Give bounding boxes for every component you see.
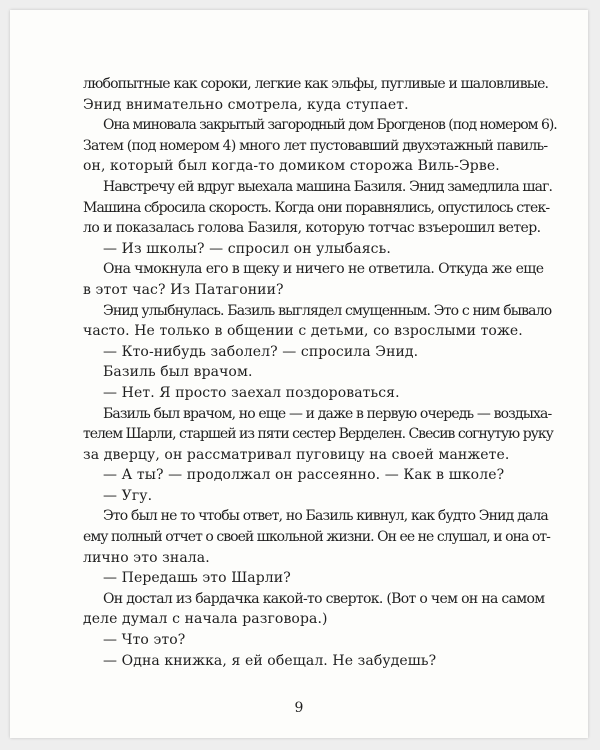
text-line: — Из школы? — спросил он улыбаясь. xyxy=(103,240,391,257)
text-line: Базиль был врачом. xyxy=(103,364,253,381)
text-line: — Кто-нибудь заболел? — спросила Энид. xyxy=(103,343,419,360)
text-line: — Одна книжка, я ей обещал. Не забудешь? xyxy=(103,652,437,669)
text-line: лично это знала. xyxy=(83,549,210,566)
book-page xyxy=(10,10,588,738)
text-line: — Передашь это Шарли? xyxy=(103,570,291,587)
text-line: Это был не то чтобы ответ, но Базиль кивнул, как будто Энид дала xyxy=(103,508,548,525)
text-line: Она чмокнула его в щеку и ничего не ответила. Откуда же еще xyxy=(103,261,544,278)
text-line: телем Шарли, старшей из пяти сестер Верделен. Свесив согнутую руку xyxy=(83,426,553,443)
text-line: ему полный отчет о своей школьной жизни. Он ее не слушал, и она от- xyxy=(83,529,550,546)
text-line: Энид внимательно смотрела, куда ступает. xyxy=(83,96,409,113)
text-line: ло и показалась голова Базиля, которую тотчас взъерошил ветер. xyxy=(83,220,541,237)
text-line: любопытные как сороки, легкие как эльфы, пугливые и шаловливые. xyxy=(83,76,549,92)
text-line: Машина сбросила скорость. Когда они поравнялись, опустилось стек- xyxy=(83,199,550,216)
text-line: — Что это? xyxy=(103,632,186,649)
text-line: Навстречу ей вдруг выехала машина Базиля. Энид замедлила шаг. xyxy=(103,178,553,195)
text-line: Затем (под номером 4) много лет пустовавший двухэтажный павиль- xyxy=(83,137,548,154)
text-line: он, который был когда-то домиком сторожа Виль-Эрве. xyxy=(83,158,500,175)
text-line: — Угу. xyxy=(103,487,153,504)
text-line: деле думал с начала разговора.) xyxy=(83,611,328,628)
body-text xyxy=(83,74,557,671)
text-line: Энид улыбнулась. Базиль выглядел смущенным. Это с ним бывало xyxy=(103,302,552,319)
text-line: в этот час? Из Патагонии? xyxy=(83,281,284,298)
text-line: часто. Не только в общении с детьми, со взрослыми тоже. xyxy=(83,323,523,340)
text-line: — А ты? — продолжал он рассеянно. — Как в школе? xyxy=(103,467,505,484)
text-line: за дверцу, он рассматривал пуговицу на своей манжете. xyxy=(83,446,510,463)
text-line: Базиль был врачом, но еще — и даже в первую очередь — воздыха- xyxy=(103,405,552,422)
text-line: Он достал из бардачка какой-то сверток. (Вот о чем он на самом xyxy=(103,590,545,607)
text-line: Она миновала закрытый загородный дом Брогденов (под номером 6). xyxy=(103,117,557,134)
text-line: — Нет. Я просто заехал поздороваться. xyxy=(103,384,400,401)
page-number: 9 xyxy=(294,700,304,716)
